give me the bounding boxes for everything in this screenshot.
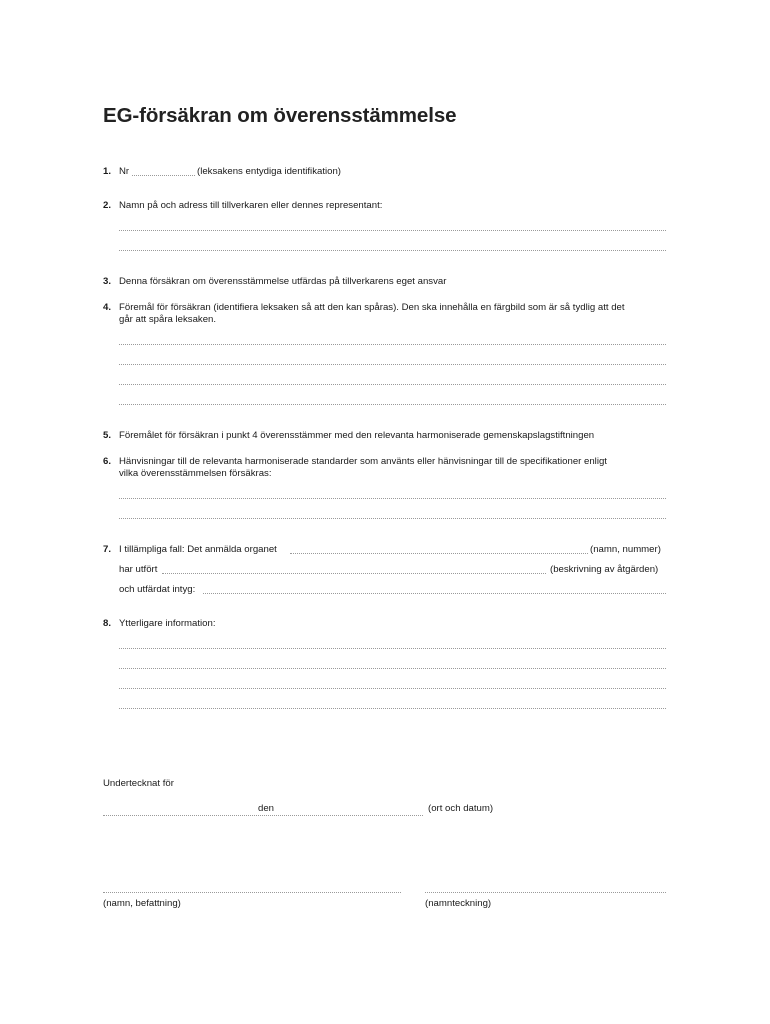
name-title-hint: (namn, befattning) — [103, 898, 181, 909]
item-7-notified-body-field[interactable] — [290, 553, 588, 554]
item-7-certificate-field[interactable] — [203, 593, 666, 594]
signature-hint: (namnteckning) — [425, 898, 492, 909]
item-8-line-3[interactable] — [119, 688, 666, 689]
item-8-line-2[interactable] — [119, 668, 666, 669]
item-2-line-2[interactable] — [119, 250, 666, 251]
item-4-line-4[interactable] — [119, 404, 666, 405]
item-1-hint: (leksakens entydiga identifikation) — [197, 166, 341, 177]
item-8-text: Ytterligare information: — [119, 618, 216, 629]
item-7-performed-label: har utfört — [119, 564, 158, 575]
item-5-number: 5. — [103, 430, 112, 441]
item-3-text: Denna försäkran om överensstämmelse utfärdas på tillverkarens eget ansvar — [119, 276, 447, 287]
item-4-text-line-1: Föremål för försäkran (identifiera leksaken så att den kan spåras). Den ska innehålla en färgbild som är så tydlig att det — [119, 302, 625, 313]
item-5-text: Föremålet för försäkran i punkt 4 överensstämmer med den relevanta harmoniserade gemenskapslagstiftningen — [119, 430, 595, 441]
den-label: den — [258, 803, 275, 814]
item-2-number: 2. — [103, 200, 112, 211]
item-4-number: 4. — [103, 302, 112, 313]
item-6-line-2[interactable] — [119, 518, 666, 519]
item-6-number: 6. — [103, 456, 112, 467]
item-4-line-2[interactable] — [119, 364, 666, 365]
item-6-line-1[interactable] — [119, 498, 666, 499]
item-1-number: 1. — [103, 166, 112, 177]
name-title-field[interactable] — [103, 892, 401, 893]
document-title: EG-försäkran om överensstämmelse — [103, 104, 457, 127]
item-1-field[interactable] — [132, 175, 195, 176]
item-4-line-1[interactable] — [119, 344, 666, 345]
item-1-label: Nr — [119, 166, 130, 177]
place-date-hint: (ort och datum) — [428, 803, 494, 814]
item-4-line-3[interactable] — [119, 384, 666, 385]
item-2-line-1[interactable] — [119, 230, 666, 231]
signature-field[interactable] — [425, 892, 666, 893]
item-3-number: 3. — [103, 276, 112, 287]
item-7-notified-body-label: I tillämpliga fall: Det anmälda organet — [119, 544, 277, 555]
item-6-text-line-2: vilka överensstämmelsen försäkras: — [119, 468, 272, 479]
item-7-performed-field[interactable] — [162, 573, 546, 574]
signed-for-label: Undertecknat för — [103, 778, 174, 789]
item-7-number: 7. — [103, 544, 112, 555]
place-date-field[interactable] — [103, 815, 423, 816]
item-7-performed-hint: (beskrivning av åtgärden) — [550, 564, 659, 575]
item-7-notified-body-hint: (namn, nummer) — [590, 544, 661, 555]
item-2-text: Namn på och adress till tillverkaren eller dennes representant: — [119, 200, 383, 211]
item-8-line-1[interactable] — [119, 648, 666, 649]
item-8-number: 8. — [103, 618, 112, 629]
item-6-text-line-1: Hänvisningar till de relevanta harmoniserade standarder som använts eller hänvisningar till de specifikationer enligt — [119, 456, 607, 467]
item-8-line-4[interactable] — [119, 708, 666, 709]
item-7-certificate-label: och utfärdat intyg: — [119, 584, 196, 595]
item-4-text-line-2: går att spåra leksaken. — [119, 314, 217, 325]
